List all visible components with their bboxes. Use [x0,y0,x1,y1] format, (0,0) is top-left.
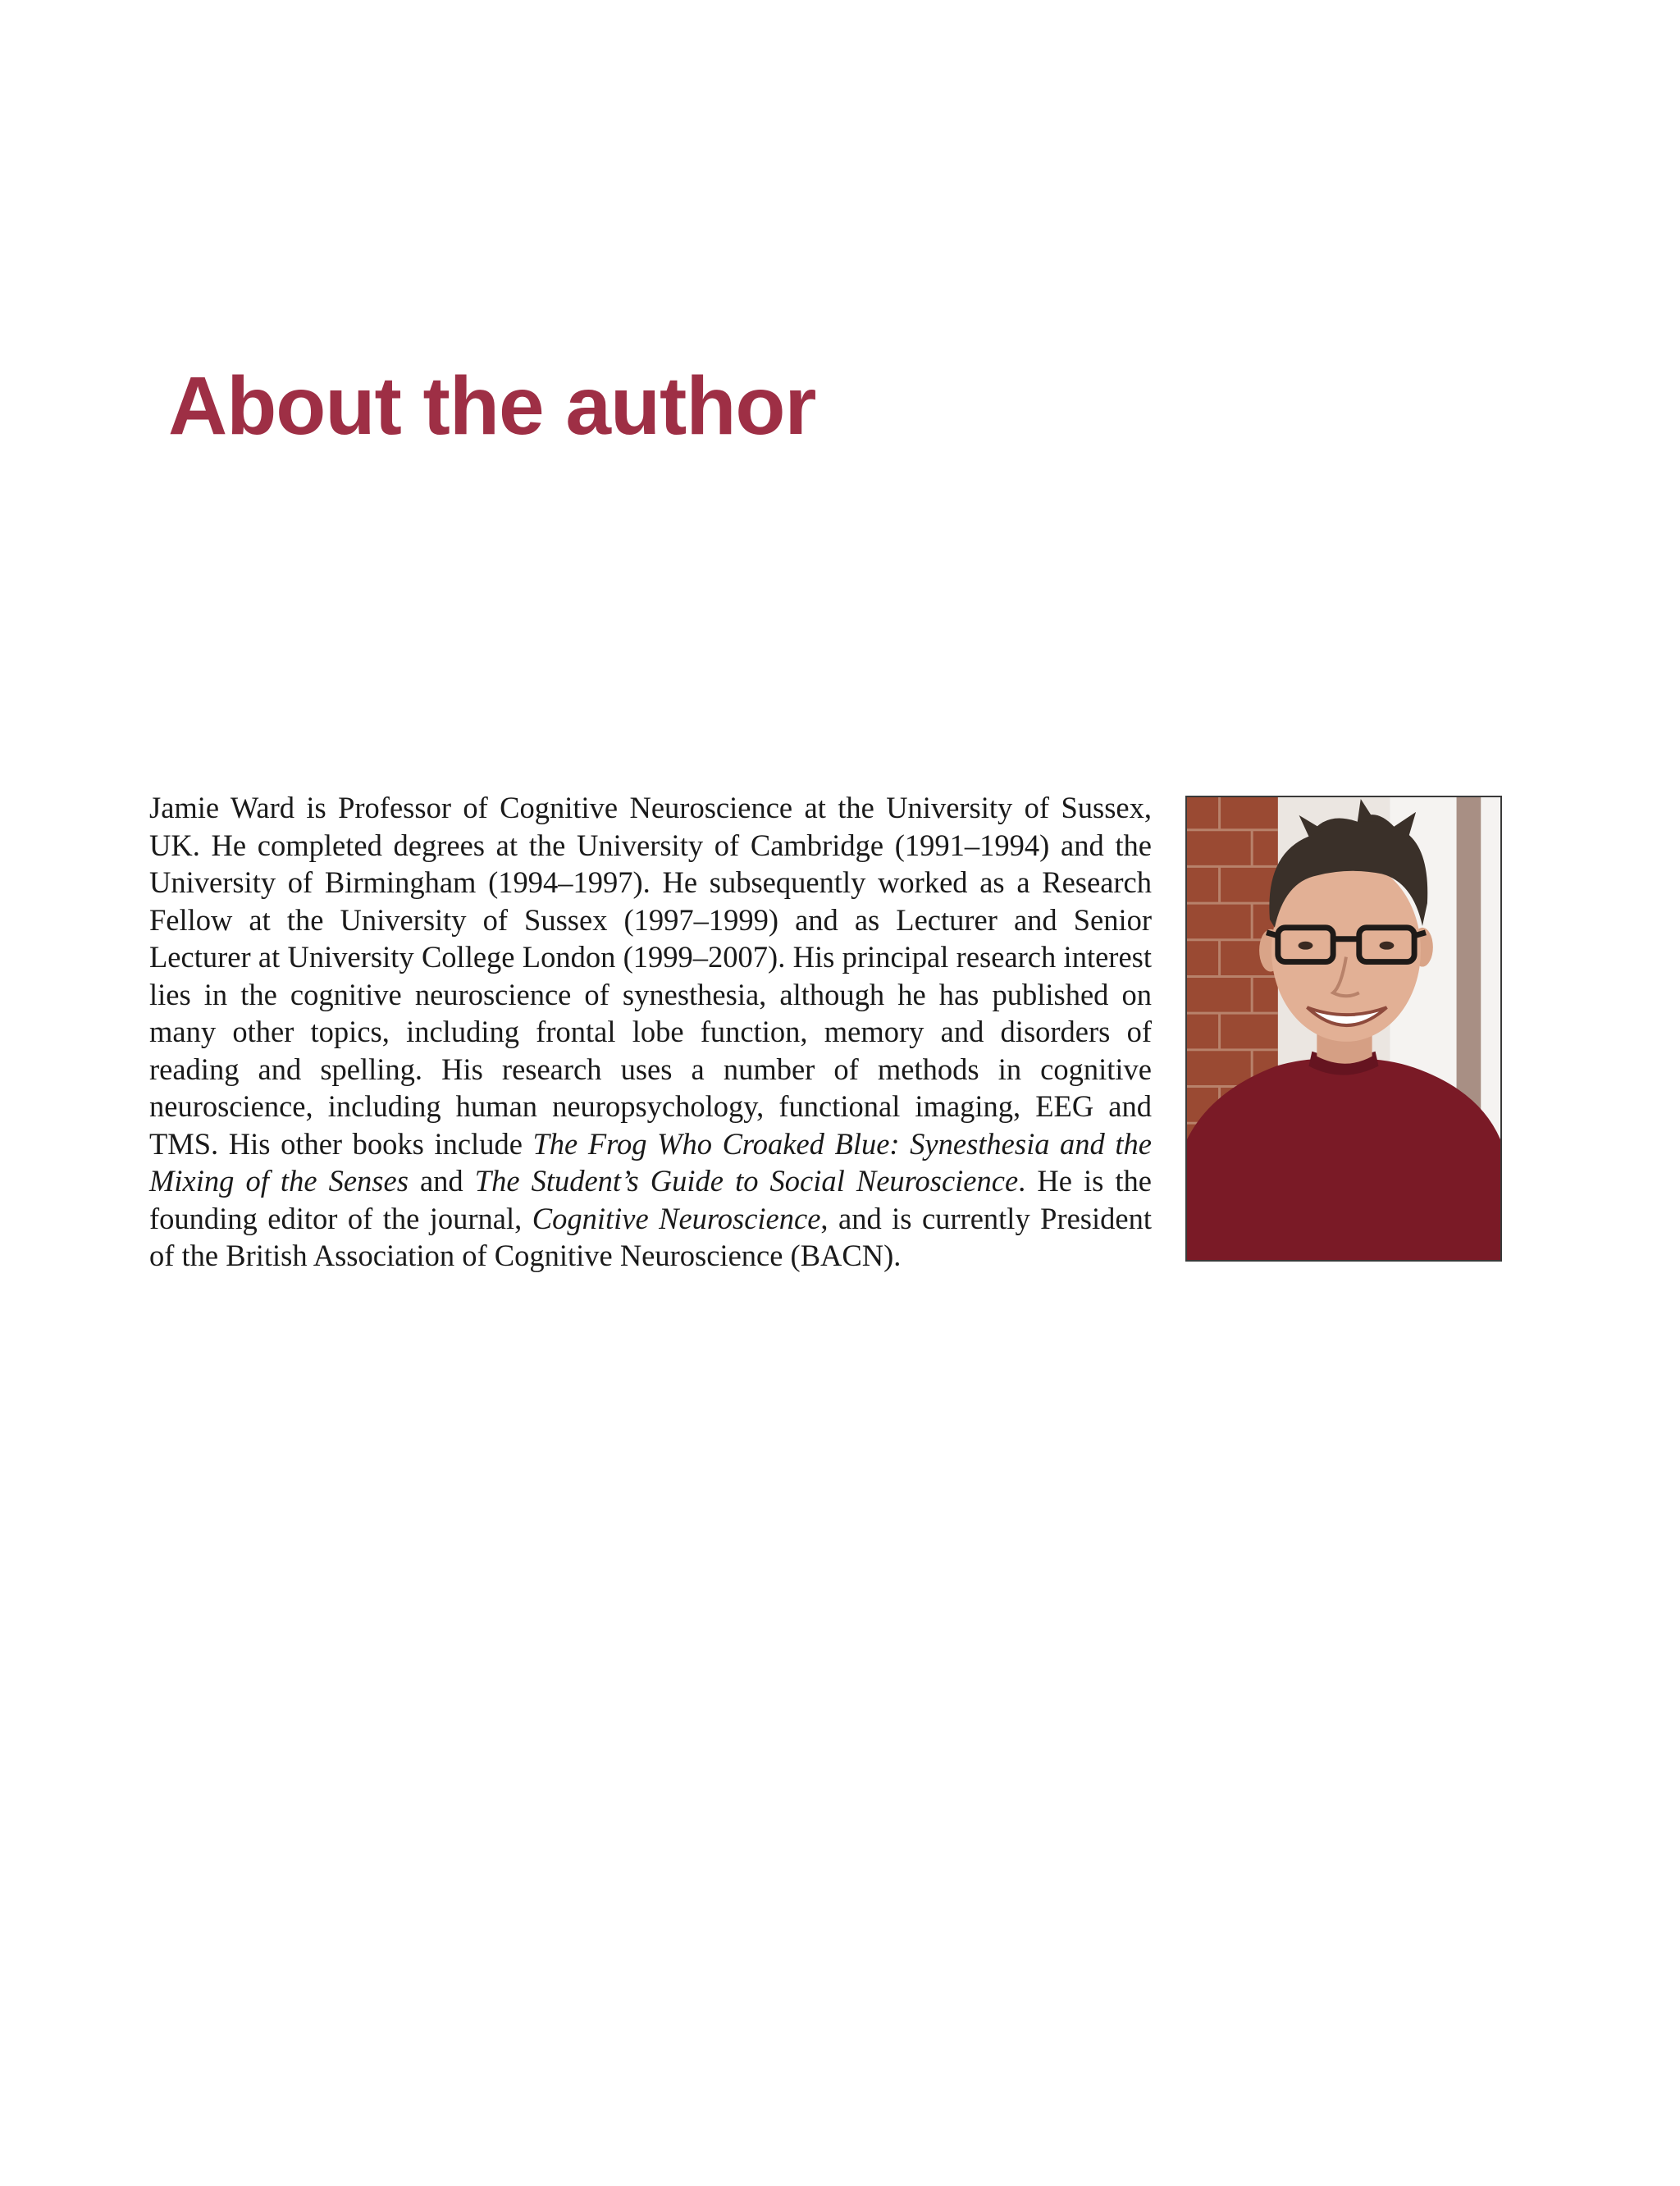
author-photo [1185,796,1502,1262]
book-title-frog: The Frog Who Croaked Blue: Synesthesia and the Mixing of the Senses [149,1126,1152,1198]
author-bio [149,789,1152,1275]
journal-title: Cognitive Neuroscience [532,1201,821,1235]
bio-text-3: , and is currently President of the British Association of Cognitive Neuroscience (BACN). [149,1201,1152,1272]
book-title-social: The Student’s Guide to Social Neuroscience [474,1164,1019,1198]
bio-text-2: . He is the founding editor of the journal, [149,1164,1152,1235]
bio-text-1: Jamie Ward is Professor of Cognitive Neuroscience at the University of Sussex, UK. He completed degrees at the University of Cambridge (1991–1994) and the University of Birmingham (1994–1997). He subsequently worked as a Research Fellow at the University of Sussex (1997–1999) and as Lecturer and Senior Lecturer at University College London (1999–2007). His principal research interest lies in the cognitive neuroscience of synesthesia, although he has published on many other topics, including frontal lobe function, memory and disorders of reading and spelling. His research uses a number of methods in cognitive neuroscience, including human neuropsychology, functional imaging, EEG and TMS. His other books include [149,791,1152,1161]
author-portrait-illustration [1187,797,1500,1260]
sweater [1187,1059,1500,1260]
bio-text-and: and [408,1164,475,1198]
page-title: About the author [168,360,816,452]
